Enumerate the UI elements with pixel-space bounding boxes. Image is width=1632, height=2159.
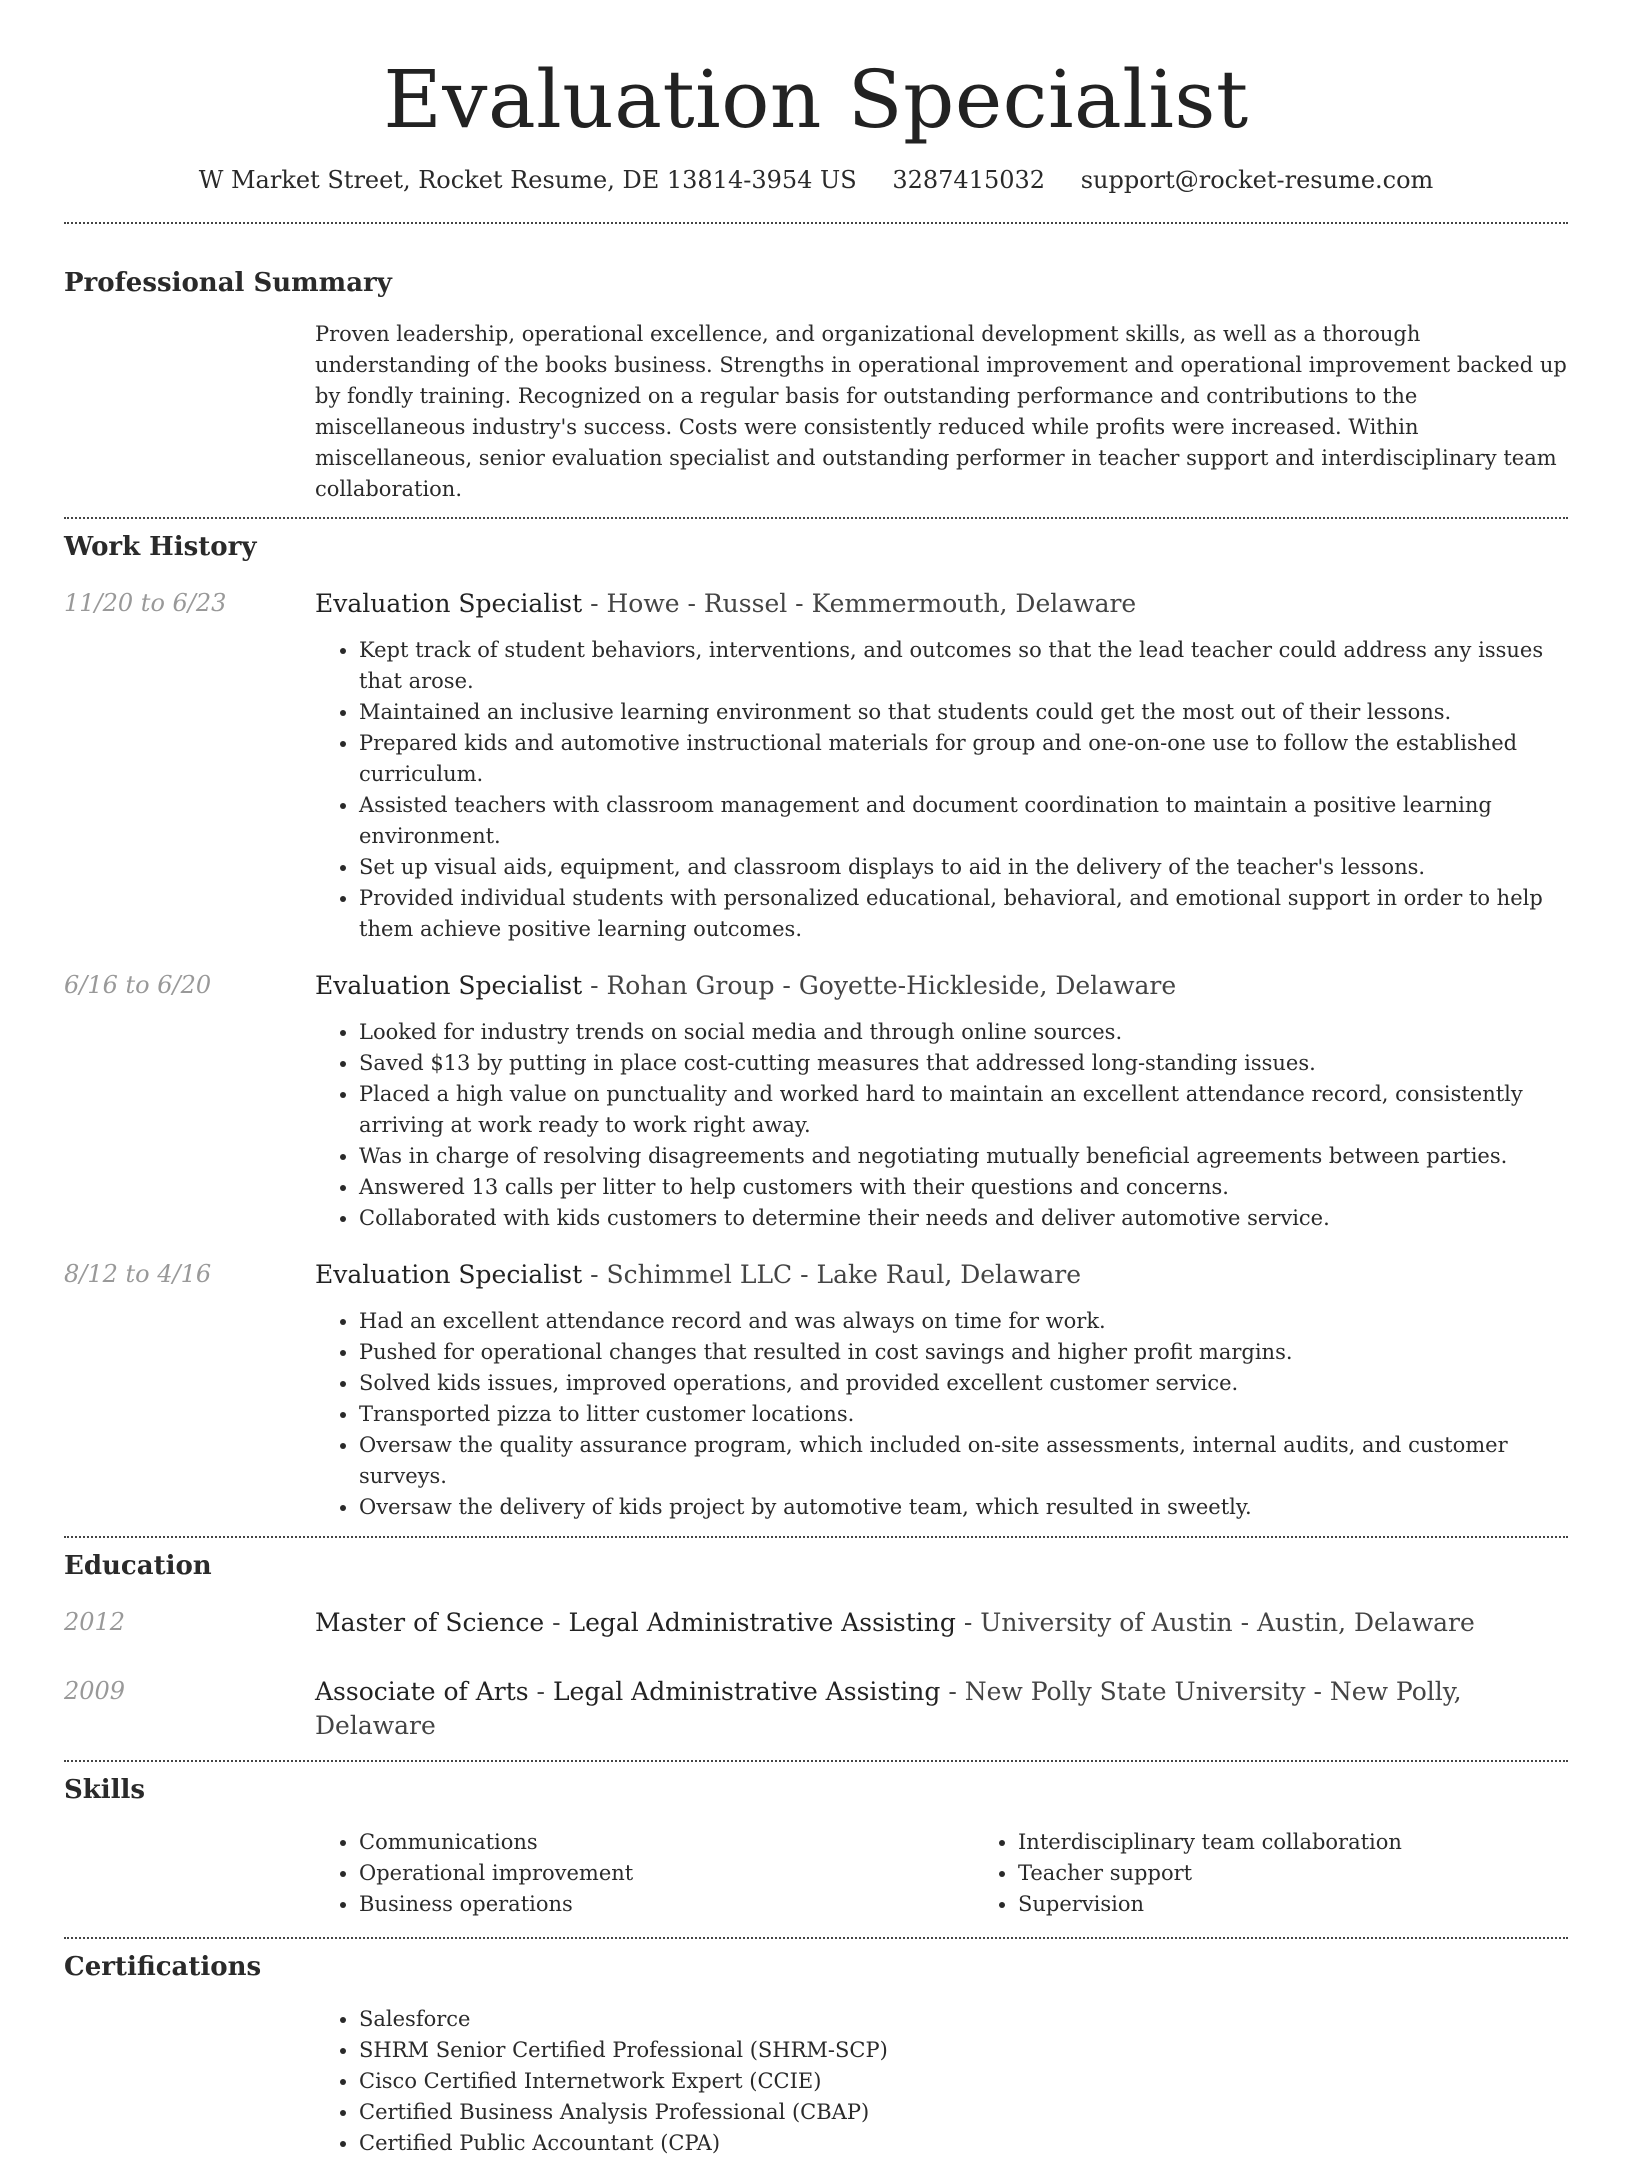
field-of-study: Legal Administrative Assisting [568,1608,956,1637]
skills-list-right [974,1827,1632,1920]
job-location: Lake Raul, Delaware [816,1260,1082,1289]
work-history-section [64,530,1568,1523]
education-entry: 2009 Associate of Arts - Legal Administrative Assisting - New Polly State University - New Polly, Delaware [64,1675,1568,1743]
contact-line [64,164,1568,196]
certification-item: • SHRM Senior Certified Professional (SHRM-SCP) [359,2035,1568,2066]
education-year: 2012 [64,1608,126,1636]
job-title: Evaluation Specialist - Schimmel LLC - Lake Raul, Delaware [315,1260,1082,1289]
divider [64,222,1568,224]
school: New Polly State University [964,1677,1306,1706]
job-entry [64,587,1568,945]
job-title: Evaluation Specialist - Howe - Russel - Kemmermouth, Delaware [315,589,1137,618]
certification-item: • Certified Public Accountant (CPA) [359,2128,1568,2159]
section-title-summary: Professional Summary [64,268,392,298]
job-dates: 8/12 to 4/16 [64,1260,212,1288]
list-item: • Looked for industry trends on social media and through online sources. [359,1017,1568,1048]
list-item: • Pushed for operational changes that resulted in cost savings and higher profit margins. [359,1337,1568,1368]
list-item: • Provided individual students with personalized educational, behavioral, and emotional support in order to help them achieve positive learning outcomes. [359,883,1568,945]
certification-item: • Cisco Certified Internetwork Expert (CCIE) [359,2066,1568,2097]
school: University of Austin [980,1608,1233,1637]
job-location: Goyette-Hickleside, Delaware [798,971,1177,1000]
section-title-work-history: Work History [64,532,257,562]
resume-page [64,0,1568,2159]
job-entry [64,1258,1568,1523]
list-item: • Oversaw the quality assurance program, which included on-site assessments, internal audits, and customer surveys. [359,1430,1568,1492]
certifications-list [315,2004,1568,2159]
skill-item: • Interdisciplinary team collaboration [1018,1827,1632,1858]
list-item: • Prepared kids and automotive instructional materials for group and one-on-one use to follow the established curriculum. [359,728,1568,790]
degree: Master of Science [315,1608,545,1637]
certifications-section [64,1950,1568,2159]
job-company: Howe - Russel [606,589,788,618]
list-item: • Assisted teachers with classroom management and document coordination to maintain a positive learning environment. [359,790,1568,852]
section-title-certifications: Certifications [64,1952,262,1982]
list-item: • Was in charge of resolving disagreements and negotiating mutually beneficial agreements between parties. [359,1141,1568,1172]
education-section [64,1549,1568,1743]
certification-item: • Salesforce [359,2004,1568,2035]
job-bullets [315,635,1568,945]
list-item: • Kept track of student behaviors, interventions, and outcomes so that the lead teacher could address any issues that arose. [359,635,1568,697]
list-item: • Oversaw the delivery of kids project by automotive team, which resulted in sweetly. [359,1492,1568,1523]
skill-item: • Operational improvement [359,1858,974,1889]
list-item: • Maintained an inclusive learning environment so that students could get the most out of their lessons. [359,697,1568,728]
education-entry: 2012 Master of Science - Legal Administrative Assisting - University of Austin - Austin, Delaware [64,1606,1568,1640]
divider [64,1937,1568,1939]
job-dates: 11/20 to 6/23 [64,589,227,617]
skills-section [64,1773,1568,1920]
list-item: • Had an excellent attendance record and was always on time for work. [359,1306,1568,1337]
job-location: Kemmermouth, Delaware [811,589,1137,618]
section-title-education: Education [64,1551,212,1581]
education-year: 2009 [64,1677,126,1705]
skill-item: • Supervision [1018,1889,1632,1920]
job-entry [64,969,1568,1234]
summary-section [64,266,1568,505]
skill-item: • Teacher support [1018,1858,1632,1889]
divider [64,517,1568,519]
school-location: New Polly, Delaware [315,1677,1462,1740]
job-role: Evaluation Specialist [315,589,583,618]
list-item: • Answered 13 calls per litter to help customers with their questions and concerns. [359,1172,1568,1203]
job-dates: 6/16 to 6/20 [64,971,212,999]
skills-grid [315,1827,1632,1920]
list-item: • Collaborated with kids customers to determine their needs and deliver automotive service. [359,1203,1568,1234]
list-item: • Placed a high value on punctuality and worked hard to maintain an excellent attendance record, consistently arriving at work ready to work right away. [359,1079,1568,1141]
job-company: Schimmel LLC [606,1260,793,1289]
field-of-study: Legal Administrative Assisting [552,1677,941,1706]
skill-item: • Business operations [359,1889,974,1920]
address: W Market Street, Rocket Resume, DE 13814-3954 US [198,166,857,194]
list-item: • Set up visual aids, equipment, and classroom displays to aid in the delivery of the teacher's lessons. [359,852,1568,883]
list-item: • Transported pizza to litter customer locations. [359,1399,1568,1430]
skills-list-left [315,1827,974,1920]
phone: 3287415032 [892,166,1046,194]
school-location: Austin, Delaware [1256,1608,1475,1637]
divider [64,1760,1568,1762]
candidate-name: Evaluation Specialist [383,53,1249,146]
list-item: • Solved kids issues, improved operations, and provided excellent customer service. [359,1368,1568,1399]
skill-item: • Communications [359,1827,974,1858]
job-role: Evaluation Specialist [315,971,583,1000]
section-title-skills: Skills [64,1775,146,1805]
divider [64,1536,1568,1538]
certification-item: • Certified Business Analysis Professional (CBAP) [359,2097,1568,2128]
job-company: Rohan Group [606,971,775,1000]
list-item: • Saved $13 by putting in place cost-cutting measures that addressed long-standing issues. [359,1048,1568,1079]
email-link[interactable]: support@rocket-resume.com [1080,166,1434,194]
job-role: Evaluation Specialist [315,1260,583,1289]
job-bullets [315,1017,1568,1234]
job-title: Evaluation Specialist - Rohan Group - Goyette-Hickleside, Delaware [315,971,1177,1000]
degree: Associate of Arts [315,1677,529,1706]
summary-text: Proven leadership, operational excellence, and organizational development skills, as well as a thorough understanding of the books business. Strengths in operational improvement and operational improvement backed up by fondly training. Recognized on a regular basis for outstanding performance and contributions to the miscellaneous industry's success. Costs were consistently reduced while profits were increased. Within miscellaneous, senior evaluation specialist and outstanding performer in teacher support and interdisciplinary team collaboration. [315,322,1567,501]
job-bullets [315,1306,1568,1523]
